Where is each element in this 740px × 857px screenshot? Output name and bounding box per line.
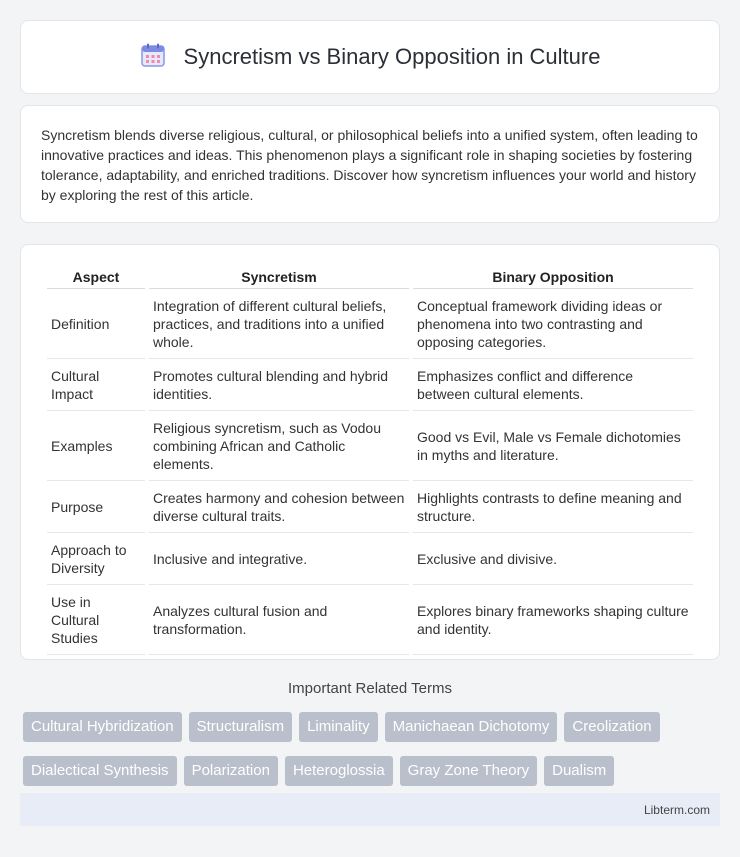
cell-binary-opposition: Highlights contrasts to define meaning and structure. bbox=[413, 481, 693, 533]
cell-syncretism: Analyzes cultural fusion and transformation. bbox=[149, 585, 409, 655]
related-term-tag[interactable]: Structuralism bbox=[189, 712, 293, 742]
cell-syncretism: Religious syncretism, such as Vodou combining African and Catholic elements. bbox=[149, 411, 409, 481]
footer bbox=[20, 793, 720, 826]
header-binary-opposition: Binary Opposition bbox=[413, 265, 693, 289]
related-term-tag[interactable]: Dualism bbox=[544, 756, 614, 786]
intro-card bbox=[20, 105, 720, 223]
cell-aspect: Approach to Diversity bbox=[47, 533, 145, 585]
intro-text: Syncretism blends diverse religious, cultural, or philosophical beliefs into a unified system, often leading to innovative practices and ideas. This phenomenon plays a significant role in shaping societies by fostering tolerance, adaptability, and enriched traditions. Discover how syncretism influences your world and history by exploring the rest of this article. bbox=[41, 127, 698, 203]
cell-aspect: Purpose bbox=[47, 481, 145, 533]
related-terms-list bbox=[23, 712, 723, 786]
comparison-card bbox=[20, 244, 720, 660]
cell-binary-opposition: Good vs Evil, Male vs Female dichotomies in myths and literature. bbox=[413, 411, 693, 481]
table-row bbox=[47, 481, 693, 533]
cell-binary-opposition: Exclusive and divisive. bbox=[413, 533, 693, 585]
footer-site-link[interactable]: Libterm.com bbox=[643, 802, 710, 817]
table-row bbox=[47, 533, 693, 585]
related-term-tag[interactable]: Cultural Hybridization bbox=[23, 712, 182, 742]
header-aspect: Aspect bbox=[47, 265, 145, 289]
related-term-tag[interactable]: Creolization bbox=[564, 712, 659, 742]
related-term-tag[interactable]: Heteroglossia bbox=[285, 756, 393, 786]
table-header-row bbox=[47, 265, 693, 289]
calendar-icon bbox=[140, 42, 166, 73]
cell-binary-opposition: Conceptual framework dividing ideas or phenomena into two contrasting and opposing categories. bbox=[413, 289, 693, 359]
cell-binary-opposition: Emphasizes conflict and difference between cultural elements. bbox=[413, 359, 693, 411]
cell-aspect: Cultural Impact bbox=[47, 359, 145, 411]
cell-syncretism: Creates harmony and cohesion between diverse cultural traits. bbox=[149, 481, 409, 533]
related-term-tag[interactable]: Polarization bbox=[184, 756, 278, 786]
related-term-tag[interactable]: Dialectical Synthesis bbox=[23, 756, 177, 786]
comparison-table bbox=[43, 265, 697, 655]
table-row bbox=[47, 411, 693, 481]
related-terms-title: Important Related Terms bbox=[288, 680, 452, 697]
table-row bbox=[47, 585, 693, 655]
cell-syncretism: Inclusive and integrative. bbox=[149, 533, 409, 585]
header-syncretism: Syncretism bbox=[149, 265, 409, 289]
table-row bbox=[47, 359, 693, 411]
related-term-tag[interactable]: Manichaean Dichotomy bbox=[385, 712, 558, 742]
title-wrap bbox=[140, 42, 601, 73]
cell-aspect: Examples bbox=[47, 411, 145, 481]
cell-syncretism: Integration of different cultural beliefs, practices, and traditions into a unified whole. bbox=[149, 289, 409, 359]
cell-aspect: Use in Cultural Studies bbox=[47, 585, 145, 655]
related-term-tag[interactable]: Liminality bbox=[299, 712, 378, 742]
related-term-tag[interactable]: Gray Zone Theory bbox=[400, 756, 537, 786]
cell-binary-opposition: Explores binary frameworks shaping culture and identity. bbox=[413, 585, 693, 655]
table-row bbox=[47, 289, 693, 359]
cell-aspect: Definition bbox=[47, 289, 145, 359]
page-title: Syncretism vs Binary Opposition in Culture bbox=[183, 44, 601, 69]
header-card bbox=[20, 20, 720, 94]
cell-syncretism: Promotes cultural blending and hybrid identities. bbox=[149, 359, 409, 411]
